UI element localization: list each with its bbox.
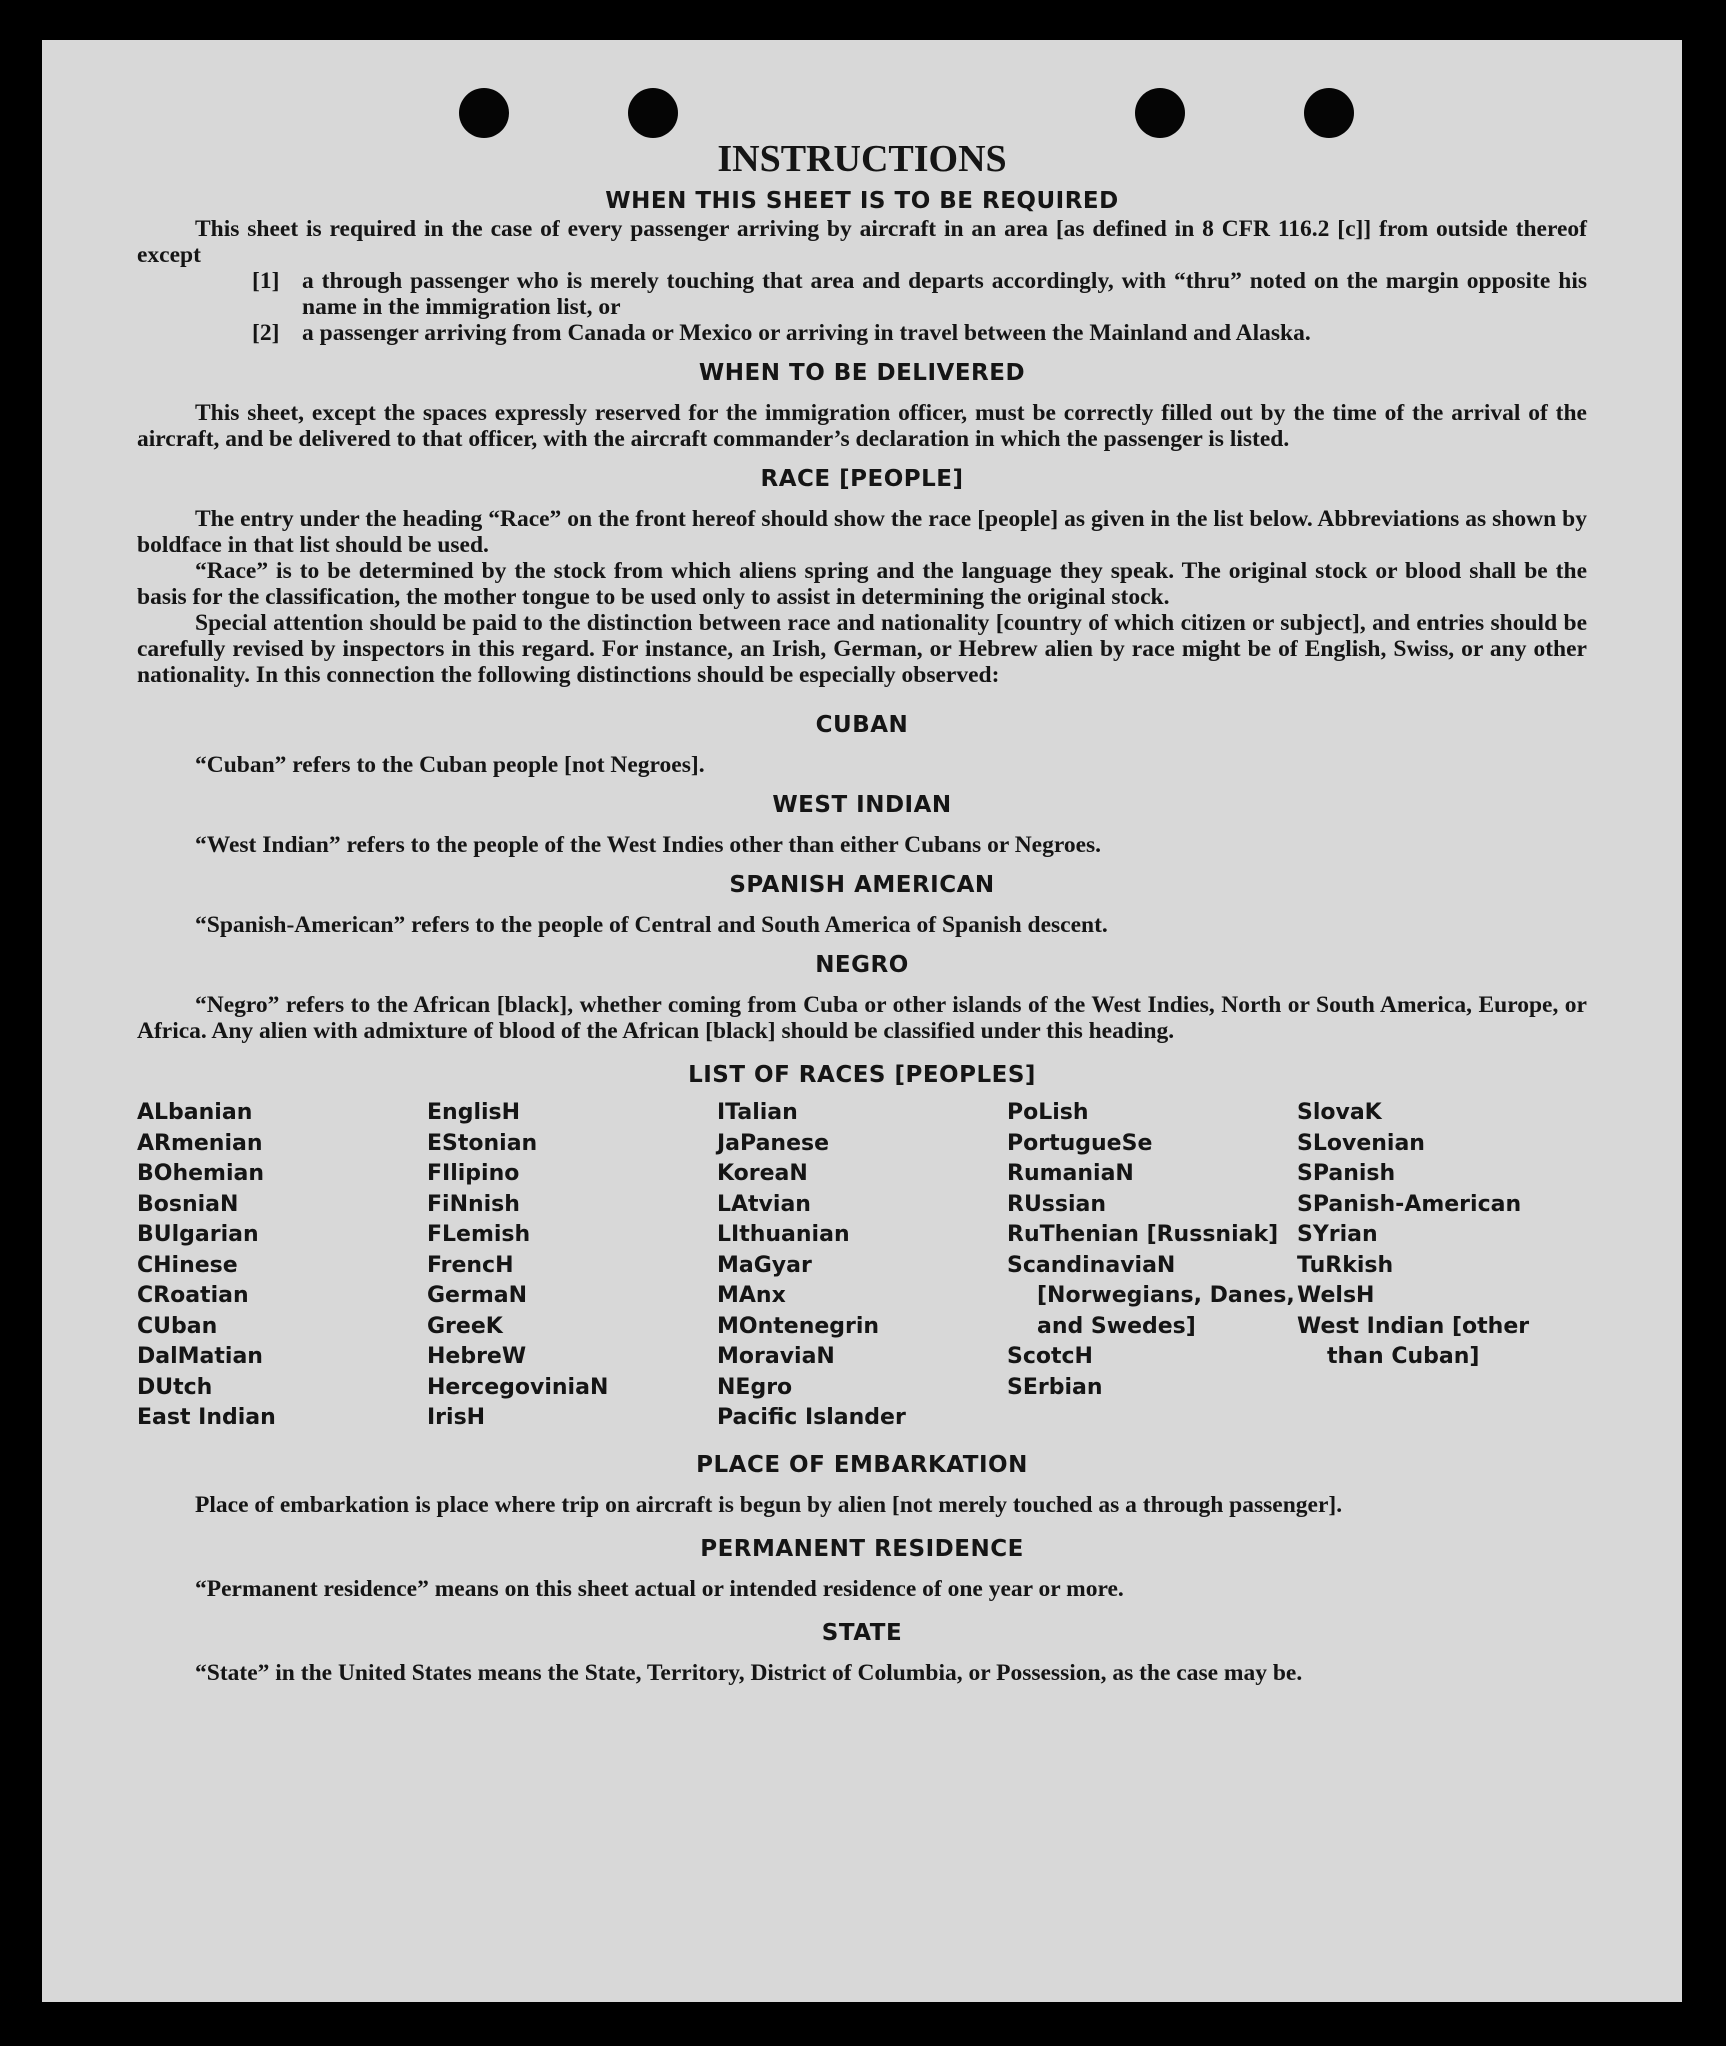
race-item: JaPanese bbox=[717, 1130, 830, 1156]
race-item: West Indian [other than Cuban] bbox=[1297, 1313, 1530, 1369]
race-item: East Indian bbox=[137, 1405, 276, 1430]
west-indian-text: “West Indian” refers to the people of the West Indies other than either Cubans or Negroes. bbox=[195, 832, 1102, 858]
race-item: RumaniaN bbox=[1007, 1161, 1134, 1186]
heading-spanish-american: SPANISH AMERICAN bbox=[729, 872, 995, 898]
race-item: HebreW bbox=[427, 1344, 527, 1369]
race-item: SErbian bbox=[1007, 1374, 1103, 1400]
punch-hole-4 bbox=[1304, 88, 1354, 138]
race-item: WelsH bbox=[1297, 1283, 1375, 1308]
heading-list-of-races: LIST OF RACES [PEOPLES] bbox=[688, 1062, 1036, 1088]
race-paragraph-1: The entry under the heading “Race” on the front hereof should show the race [people] as given in the list below. Abbreviations as shown by boldface in that list should be used. bbox=[137, 506, 1587, 558]
race-item: EStonian bbox=[427, 1130, 538, 1156]
race-item: HercegoviniaN bbox=[427, 1374, 609, 1400]
race-column bbox=[137, 1098, 427, 1434]
page-title: INSTRUCTIONS bbox=[717, 138, 1007, 180]
race-item: SYrian bbox=[1297, 1222, 1378, 1247]
race-item: FLemish bbox=[427, 1222, 531, 1247]
race-item: TuRkish bbox=[1297, 1252, 1394, 1278]
race-item: FIlipino bbox=[427, 1161, 520, 1186]
state-text: “State” in the United States means the State, Territory, District of Columbia, or Possession, as the case may be. bbox=[195, 1659, 1303, 1686]
residence-text: “Permanent residence” means on this sheet actual or intended residence of one year or more. bbox=[195, 1575, 1124, 1602]
race-item: PoLish bbox=[1007, 1100, 1089, 1125]
heading-cuban: CUBAN bbox=[815, 712, 909, 738]
exception-number: [2] bbox=[252, 320, 280, 346]
exception-text: a through passenger who is merely touching that area and departs accordingly, with “thru” noted on the margin opposite his name in the immigration list, or bbox=[302, 268, 1587, 320]
race-item: SPanish bbox=[1297, 1161, 1396, 1186]
required-intro: This sheet is required in the case of every passenger arriving by aircraft in an area [as defined in 8 CFR 116.2 [c]] from outside thereof except bbox=[137, 216, 1587, 268]
punch-hole-2 bbox=[628, 88, 678, 138]
race-item: GermaN bbox=[427, 1283, 528, 1308]
delivered-text: This sheet, except the spaces expressly reserved for the immigration officer, must be correctly filled out by the time of the arrival of the aircraft, and be delivered to that officer, with the aircraft commander’s declaration in which the passenger is listed. bbox=[137, 400, 1587, 452]
race-item: MaGyar bbox=[717, 1252, 812, 1278]
cuban-text: “Cuban” refers to the Cuban people [not Negroes]. bbox=[195, 752, 705, 778]
heading-when-required: WHEN THIS SHEET IS TO BE REQUIRED bbox=[605, 188, 1119, 214]
race-item: GreeK bbox=[427, 1313, 503, 1339]
race-item: PortugueSe bbox=[1007, 1130, 1153, 1156]
race-item: MAnx bbox=[717, 1283, 786, 1308]
race-item: ALbanian bbox=[137, 1100, 253, 1125]
race-item: LIthuanian bbox=[717, 1222, 850, 1247]
race-item: FrencH bbox=[427, 1252, 514, 1278]
heading-negro: NEGRO bbox=[815, 952, 909, 978]
heading-race: RACE [PEOPLE] bbox=[760, 466, 964, 492]
punch-hole-3 bbox=[1135, 88, 1185, 138]
negro-text: “Negro” refers to the African [black], whether coming from Cuba or other islands of the West Indies, North or South America, Europe, or Africa. Any alien with admixture of blood of the African [black] should be classified under this heading. bbox=[137, 992, 1587, 1044]
heading-permanent-residence: PERMANENT RESIDENCE bbox=[700, 1535, 1024, 1562]
exception-item bbox=[252, 268, 1587, 320]
spanish-american-text: “Spanish-American” refers to the people of Central and South America of Spanish descent. bbox=[195, 912, 1108, 938]
race-item: RUssian bbox=[1007, 1191, 1107, 1217]
race-item: CUban bbox=[137, 1313, 218, 1339]
race-item: ScandinaviaN [Norwegians, Danes, and Swedes] bbox=[1007, 1252, 1295, 1339]
race-column bbox=[1297, 1098, 1587, 1434]
race-item: BOhemian bbox=[137, 1161, 265, 1186]
document-page bbox=[42, 40, 1682, 2002]
heading-place-of-embarkation: PLACE OF EMBARKATION bbox=[696, 1451, 1028, 1478]
race-item: CHinese bbox=[137, 1252, 238, 1278]
race-list bbox=[137, 1098, 1587, 1434]
race-item: MOntenegrin bbox=[717, 1313, 880, 1339]
race-column bbox=[427, 1098, 717, 1434]
race-item: RuThenian [Russniak] bbox=[1007, 1222, 1279, 1247]
instructions-content bbox=[137, 136, 1587, 1686]
race-item: FiNnish bbox=[427, 1191, 520, 1217]
race-item: DalMatian bbox=[137, 1344, 263, 1369]
race-item: Pacific Islander bbox=[717, 1405, 906, 1430]
race-item: SLovenian bbox=[1297, 1130, 1425, 1156]
race-paragraph-2: “Race” is to be determined by the stock from which aliens spring and the language they speak. The original stock or blood shall be the basis for the classification, the mother tongue to be used only to assist in determining the original stock. bbox=[137, 558, 1587, 610]
punch-hole-1 bbox=[459, 88, 509, 138]
race-item: SlovaK bbox=[1297, 1100, 1382, 1125]
race-item: BUlgarian bbox=[137, 1222, 259, 1247]
race-item: KoreaN bbox=[717, 1161, 808, 1186]
race-item: IrisH bbox=[427, 1405, 486, 1430]
heading-west-indian: WEST INDIAN bbox=[772, 792, 952, 818]
embarkation-text: Place of embarkation is place where trip on aircraft is begun by alien [not merely touched as a through passenger]. bbox=[195, 1491, 1343, 1518]
race-column bbox=[717, 1098, 1007, 1434]
exception-number: [1] bbox=[252, 268, 280, 294]
race-item: SPanish-American bbox=[1297, 1191, 1522, 1217]
heading-when-delivered: WHEN TO BE DELIVERED bbox=[698, 360, 1026, 386]
race-column bbox=[1007, 1098, 1297, 1434]
race-item: EnglisH bbox=[427, 1100, 521, 1125]
race-item: ARmenian bbox=[137, 1130, 263, 1156]
exception-text: a passenger arriving from Canada or Mexico or arriving in travel between the Mainland and Alaska. bbox=[302, 320, 1311, 346]
race-item: ScotcH bbox=[1007, 1344, 1093, 1369]
race-item: LAtvian bbox=[717, 1191, 811, 1217]
race-item: MoraviaN bbox=[717, 1344, 835, 1369]
race-item: ITalian bbox=[717, 1100, 798, 1125]
exception-item bbox=[252, 320, 1587, 346]
race-item: NEgro bbox=[717, 1374, 793, 1400]
heading-state: STATE bbox=[821, 1619, 903, 1646]
race-paragraph-3: Special attention should be paid to the distinction between race and nationality [country of which citizen or subject], and entries should be carefully revised by inspectors in this regard. For instance, an Irish, German, or Hebrew alien by race might be of English, Swiss, or any other nationality. In this connection the following distinctions should be especially observed: bbox=[137, 610, 1587, 688]
race-item: CRoatian bbox=[137, 1283, 249, 1308]
race-item: BosniaN bbox=[137, 1191, 239, 1217]
race-item: DUtch bbox=[137, 1374, 213, 1400]
